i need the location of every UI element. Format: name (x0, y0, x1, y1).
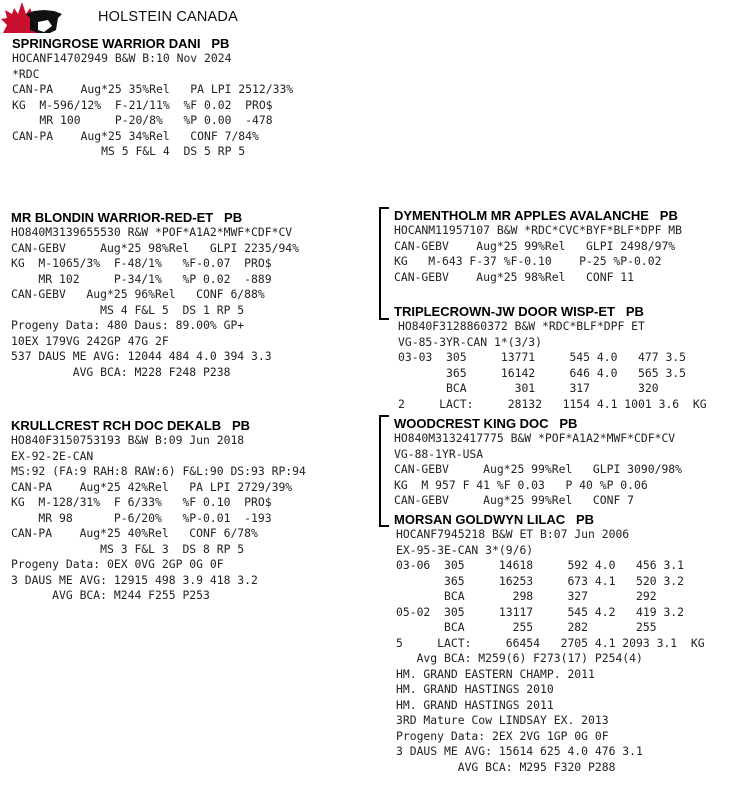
sire-dam-details (394, 223, 682, 285)
detail-line: 365 16253 673 4.1 520 3.2 (396, 573, 685, 588)
detail-line: CAN-PA Aug*25 42%Rel PA LPI 2729/39% (11, 479, 293, 494)
dam-dam-name: MORSAN GOLDWYN LILAC PB (394, 512, 595, 527)
org-name: HOLSTEIN CANADA (98, 9, 238, 25)
detail-line: AVG BCA: M295 F320 P288 (396, 759, 616, 774)
detail-line: CAN-GEBV Aug*25 99%Rel CONF 7 (394, 493, 635, 507)
detail-line: HO840F3128860372 B&W *RDC*BLF*DPF ET (398, 319, 645, 333)
detail-line: CAN-GEBV Aug*25 96%Rel CONF 6/88% (11, 287, 265, 301)
detail-line: 537 DAUS ME AVG: 12044 484 4.0 394 3.3 (11, 349, 272, 363)
detail-line: KG M-596/12% F-21/11% %F 0.02 PRO$ (12, 97, 273, 112)
detail-line: HM. GRAND HASTINGS 2011 (396, 697, 554, 712)
detail-line: HO840M3139655530 R&W *POF*A1A2*MWF*CDF*CV (11, 225, 293, 239)
pedigree-bracket (379, 415, 389, 527)
detail-line: KG M 957 F 41 %F 0.03 P 40 %P 0.06 (394, 477, 648, 492)
detail-line: CAN-GEBV Aug*25 98%Rel CONF 11 (394, 269, 635, 284)
dam-details (11, 433, 306, 604)
dam-dam-details (396, 527, 705, 775)
detail-line: VG-85-3YR-CAN 1*(3/3) (398, 334, 543, 349)
detail-line: VG-88-1YR-USA (394, 446, 484, 461)
detail-line: HO840F3150753193 B&W B:09 Jun 2018 (11, 433, 245, 447)
detail-line: EX-95-3E-CAN 3*(9/6) (396, 542, 534, 557)
sire-dam-dam-details (398, 319, 707, 412)
detail-line: MR 100 P-20/8% %P 0.00 -478 (12, 113, 273, 127)
detail-line: HO840M3132417775 B&W *POF*A1A2*MWF*CDF*CV (394, 431, 676, 445)
detail-line: 10EX 179VG 242GP 47G 2F (11, 333, 169, 348)
detail-line: MS:92 (FA:9 RAH:8 RAW:6) F&L:90 DS:93 RP:94 (11, 464, 306, 478)
detail-line: Progeny Data: 2EX 2VG 1GP 0G 0F (396, 728, 609, 743)
detail-line: 5 LACT: 66454 2705 4.1 2093 3.1 KG (396, 635, 705, 650)
dam-sire-name: WOODCREST KING DOC PB (394, 416, 578, 431)
detail-line: Avg BCA: M259(6) F273(17) P254(4) (396, 651, 643, 665)
detail-line: 365 16142 646 4.0 565 3.5 (398, 365, 687, 380)
pedigree-bracket (379, 207, 389, 320)
detail-line: MS 4 F&L 5 DS 1 RP 5 (11, 302, 245, 317)
detail-line: KG M-128/31% F 6/33% %F 0.10 PRO$ (11, 495, 272, 509)
detail-line: MS 5 F&L 4 DS 5 RP 5 (12, 144, 246, 158)
detail-line: KG M-643 F-37 %F-0.10 P-25 %P-0.02 (394, 254, 662, 268)
sire-details (12, 51, 293, 160)
detail-line: BCA 298 327 292 (396, 589, 657, 603)
detail-line: BCA 255 282 255 (396, 620, 657, 634)
detail-line: HM. GRAND HASTINGS 2010 (396, 682, 554, 696)
detail-line: BCA 301 317 320 (398, 381, 659, 395)
detail-line: Progeny Data: 480 Daus: 89.00% GP+ (11, 318, 245, 332)
dam-sire-details (394, 431, 682, 509)
detail-line: HOCANF7945218 B&W ET B:07 Jun 2006 (396, 527, 630, 541)
detail-line: 3RD Mature Cow LINDSAY EX. 2013 (396, 713, 609, 727)
detail-line: HM. GRAND EASTERN CHAMP. 2011 (396, 666, 595, 681)
sire-sire-details (11, 225, 299, 380)
sire-name: SPRINGROSE WARRIOR DANI PB (12, 36, 230, 51)
detail-line: 2 LACT: 28132 1154 4.1 1001 3.6 KG (398, 396, 707, 411)
holstein-canada-logo (0, 0, 64, 34)
detail-line: EX-92-2E-CAN (11, 448, 94, 463)
detail-line: 03-03 305 13771 545 4.0 477 3.5 (398, 350, 687, 364)
detail-line: AVG BCA: M228 F248 P238 (11, 364, 231, 379)
dam-name: KRULLCREST RCH DOC DEKALB PB (11, 418, 251, 433)
detail-line: 03-06 305 14618 592 4.0 456 3.1 (396, 558, 685, 572)
detail-line: HOCANF14702949 B&W B:10 Nov 2024 (12, 51, 232, 65)
sire-dam-name: DYMENTHOLM MR APPLES AVALANCHE PB (394, 208, 678, 223)
detail-line: CAN-PA Aug*25 34%Rel CONF 7/84% (12, 128, 259, 143)
detail-line: AVG BCA: M244 F255 P253 (11, 588, 210, 602)
detail-line: 3 DAUS ME AVG: 15614 625 4.0 476 3.1 (396, 744, 643, 758)
detail-line: MR 102 P-34/1% %P 0.02 -889 (11, 271, 272, 286)
detail-line: CAN-GEBV Aug*25 99%Rel GLPI 3090/98% (394, 462, 683, 476)
detail-line: 3 DAUS ME AVG: 12915 498 3.9 418 3.2 (11, 572, 258, 587)
detail-line: CAN-PA Aug*25 40%Rel CONF 6/78% (11, 526, 258, 540)
sire-dam-dam-name: TRIPLECROWN-JW DOOR WISP-ET PB (394, 304, 644, 319)
detail-line: MS 3 F&L 3 DS 8 RP 5 (11, 541, 245, 556)
detail-line: CAN-PA Aug*25 35%Rel PA LPI 2512/33% (12, 82, 294, 96)
detail-line: KG M-1065/3% F-48/1% %F-0.07 PRO$ (11, 256, 272, 270)
detail-line: MR 98 P-6/20% %P-0.01 -193 (11, 510, 272, 525)
detail-line: Progeny Data: 0EX 0VG 2GP 0G 0F (11, 557, 224, 571)
detail-line: CAN-GEBV Aug*25 98%Rel GLPI 2235/94% (11, 240, 300, 255)
sire-sire-name: MR BLONDIN WARRIOR-RED-ET PB (11, 210, 243, 225)
detail-line: CAN-GEBV Aug*25 99%Rel GLPI 2498/97% (394, 238, 676, 253)
detail-line: 05-02 305 13117 545 4.2 419 3.2 (396, 604, 685, 619)
detail-line: *RDC (12, 66, 40, 81)
detail-line: HOCANM11957107 B&W *RDC*CVC*BYF*BLF*DPF MB (394, 223, 683, 237)
